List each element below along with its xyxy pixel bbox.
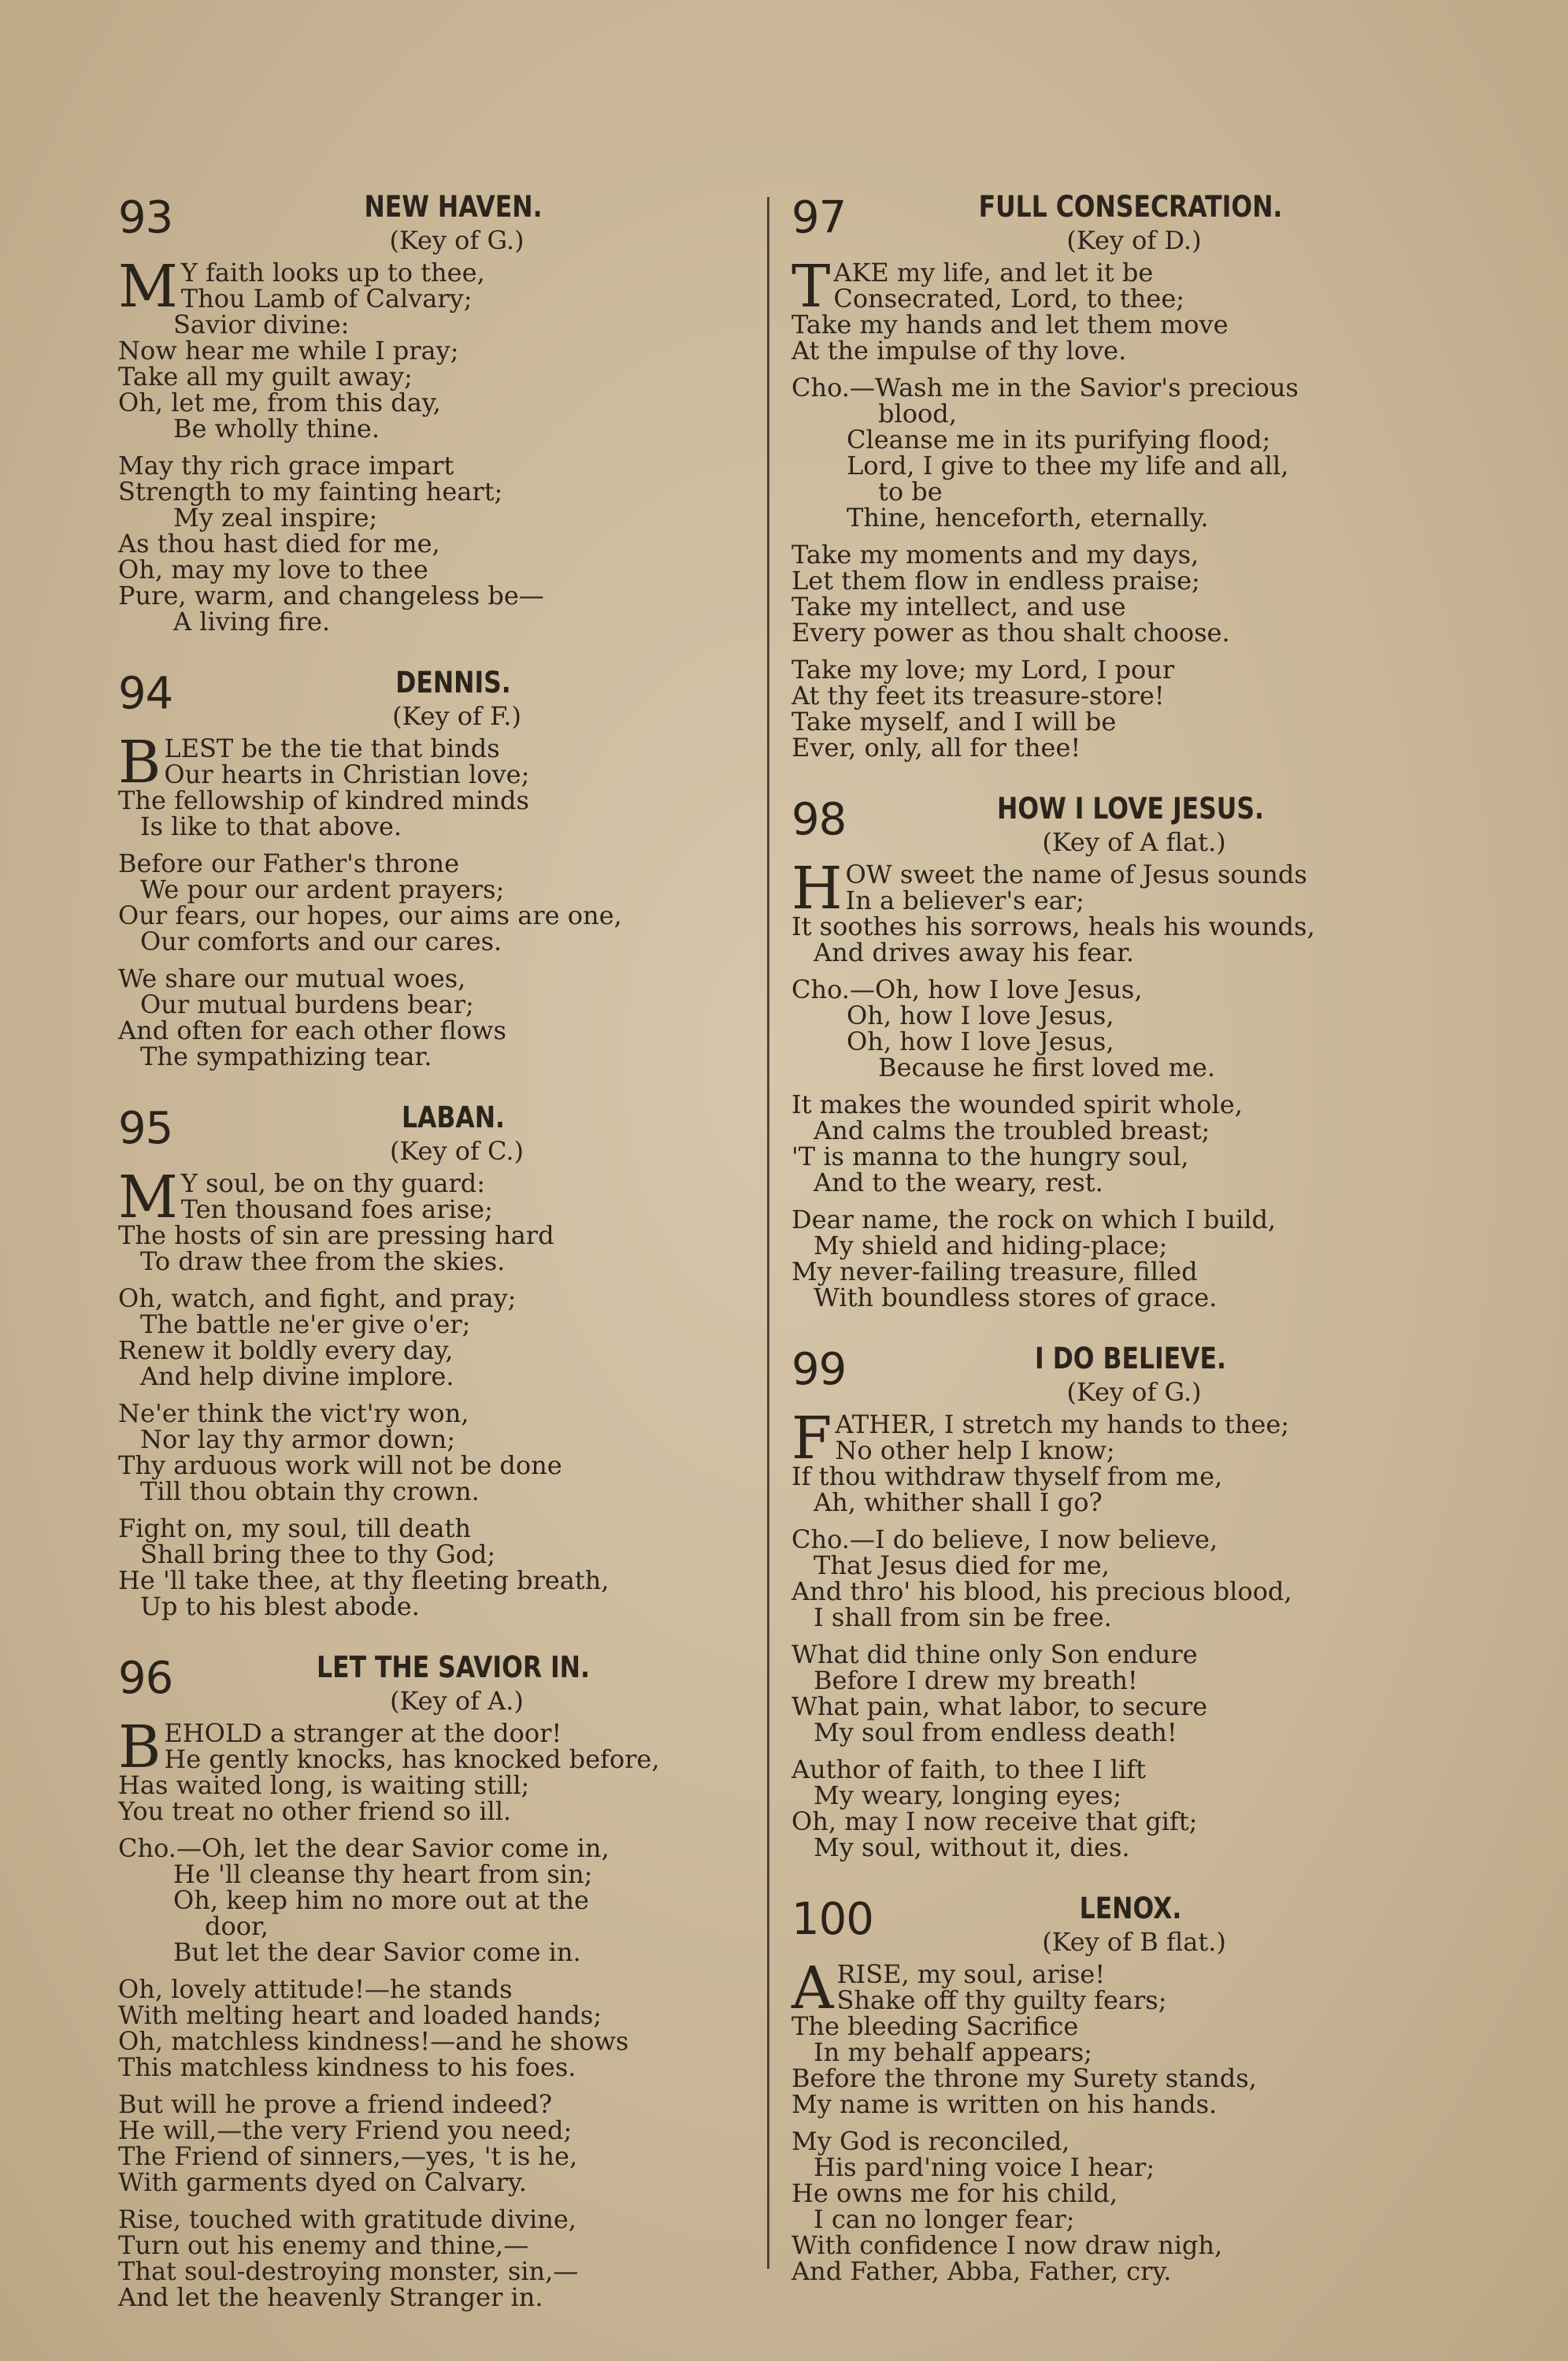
verse-line: Take my hands and let them move [791, 310, 1229, 340]
verse-line: Oh, keep him no more out at the [173, 1885, 589, 1915]
verse-line: The hosts of sin are pressing hard [118, 1220, 554, 1250]
verse-line: But let the dear Savior come in. [173, 1937, 581, 1967]
verse-line: Y soul, be on thy guard: [180, 1168, 486, 1198]
verse-line: The bleeding Sacrifice [791, 2011, 1079, 2041]
stanza [791, 974, 1429, 1082]
verse-line: In a believer's ear; [845, 885, 1084, 915]
hymn [791, 189, 1429, 761]
right-column [791, 189, 1429, 2315]
verse-line: Take myself, and I will be [791, 707, 1117, 737]
verse-line: Oh, how I love Jesus, [847, 1026, 1114, 1056]
hymn [118, 1650, 748, 2311]
verse-line: Take my intellect, and use [791, 592, 1126, 622]
verse-line: The fellowship of kindred minds [118, 785, 529, 815]
drop-cap: B [118, 729, 161, 796]
verse-line: He gently knocks, has knocked before, [164, 1744, 660, 1774]
verse-line: EHOLD a stranger at the door! [164, 1718, 562, 1748]
drop-cap: M [118, 253, 178, 321]
verse-line: My zeal inspire; [173, 503, 378, 533]
verse-line: He owns me for his child, [791, 2178, 1118, 2208]
left-column [118, 189, 748, 2341]
verse-line: And help divine implore. [140, 1361, 454, 1391]
verse-line: Lord, I give to thee my life and all, [847, 451, 1289, 481]
verse-line: May thy rich grace impart [118, 451, 454, 481]
verse-line: With melting heart and loaded hands; [118, 2000, 602, 2030]
hymn [791, 1891, 1429, 2285]
verse-line: My never-failing treasure, filled [791, 1257, 1198, 1286]
verse-line: OW sweet the name of Jesus sounds [845, 859, 1307, 889]
hymn [118, 189, 748, 635]
hymn-number: 98 [791, 794, 847, 845]
stanza [791, 1092, 1429, 1196]
verse-line: Be wholly thine. [173, 414, 380, 444]
hymn-title: HOW I LOVE JESUS. [997, 792, 1264, 826]
verse-line: Cho.—I do believe, I now believe, [791, 1524, 1218, 1554]
verse-line: I can no longer fear; [814, 2204, 1075, 2234]
verse-line: Fight on, my soul, till death [118, 1513, 471, 1543]
verse-line: Oh, may my love to thee [118, 555, 428, 585]
drop-cap: M [118, 1164, 178, 1231]
verse-line: My name is written on his hands. [791, 2089, 1218, 2119]
verse-line: It makes the wounded spirit whole, [791, 1090, 1243, 1119]
drop-cap: T [791, 253, 831, 321]
hymn-title: LABAN. [402, 1101, 505, 1134]
verse-line: LEST be the tie that binds [164, 733, 500, 763]
stanza [791, 1639, 1429, 1747]
verse-line: He 'll take thee, at thy fleeting breath, [118, 1565, 610, 1595]
stanza [791, 375, 1429, 531]
hymn-number: 97 [791, 192, 847, 243]
stanza [118, 1974, 748, 2082]
verse-line: In my behalf appears; [814, 2037, 1092, 2067]
verse-line: Cho.—Oh, how I love Jesus, [791, 974, 1143, 1004]
verse-line: Now hear me while I pray; [118, 336, 459, 366]
verse-line: Has waited long, is waiting still; [118, 1770, 530, 1800]
verse-line: Our hearts in Christian love; [164, 759, 530, 789]
verse-line: And often for each other flows [118, 1015, 506, 1045]
hymn-key: (Key of F.) [392, 701, 521, 731]
hymn-key: (Key of A flat.) [1042, 827, 1226, 857]
hymn-number: 95 [118, 1103, 173, 1154]
verse-line: And to the weary, rest. [814, 1168, 1103, 1197]
verse-line: Thou Lamb of Calvary; [180, 284, 473, 314]
stanza [118, 253, 748, 444]
verse-line: Oh, lovely attitude!—he stands [118, 1974, 513, 2004]
verse-line: Pure, warm, and changeless be— [118, 581, 544, 611]
drop-cap: F [791, 1405, 832, 1472]
verse-line: Till thou obtain thy crown. [140, 1476, 480, 1506]
hymn-key: (Key of A.) [390, 1686, 524, 1716]
verse-line: Take all my guilt away; [118, 362, 413, 392]
stanza [118, 1283, 748, 1391]
verse-line: Shake off thy guilty fears; [836, 1985, 1167, 2015]
verse-line: blood, [878, 399, 957, 429]
verse-line: If thou withdraw thyself from me, [791, 1461, 1223, 1491]
verse-line: My soul, without it, dies. [814, 1832, 1130, 1862]
verse-line: Dear name, the rock on which I build, [791, 1205, 1277, 1234]
verse-line: And let the heavenly Stranger in. [118, 2282, 543, 2312]
verse-line: door, [205, 1911, 269, 1941]
stanza [118, 2204, 748, 2312]
verse-line: Let them flow in endless praise; [791, 566, 1200, 596]
verse-line: I shall from sin be free. [814, 1602, 1112, 1632]
verse-line: With garments dyed on Calvary. [118, 2167, 527, 2197]
verse-line: My soul from endless death! [814, 1717, 1177, 1747]
verse-line: A living fire. [173, 607, 331, 637]
verse-line: Oh, let me, from this day, [118, 388, 441, 418]
verse-line: But will he prove a friend indeed? [118, 2089, 553, 2119]
stanza [791, 2126, 1429, 2286]
verse-line: That soul-destroying monster, sin,— [118, 2256, 579, 2286]
verse-line: As thou hast died for me, [118, 529, 440, 559]
verse-line: You treat no other friend so ill. [118, 1796, 512, 1826]
verse-line: This matchless kindness to his foes. [118, 2052, 576, 2082]
stanza [791, 1405, 1429, 1517]
hymn-title: FULL CONSECRATION. [978, 190, 1283, 224]
hymn-title: I DO BELIEVE. [1035, 1342, 1226, 1375]
verse-line: My shield and hiding-place; [814, 1231, 1168, 1260]
verse-line: Thine, henceforth, eternally. [847, 503, 1209, 533]
verse-line: Savior divine: [173, 310, 350, 340]
verse-line: ATHER, I stretch my hands to thee; [835, 1409, 1290, 1439]
verse-line: And drives away his fear. [814, 937, 1135, 967]
verse-line: Y faith looks up to thee, [180, 258, 485, 288]
stanza [791, 1754, 1429, 1862]
verse-line: Take my love; my Lord, I pour [791, 655, 1175, 685]
drop-cap: A [791, 1955, 834, 2022]
verse-line: With confidence I now draw nigh, [791, 2230, 1223, 2260]
verse-line: Ten thousand foes arise; [180, 1194, 493, 1224]
verse-line: The Friend of sinners,—yes, 't is he, [118, 2141, 578, 2171]
verse-line: Oh, matchless kindness!—and he shows [118, 2026, 629, 2056]
stanza [791, 855, 1429, 967]
hymn-key: (Key of C.) [390, 1136, 524, 1166]
verse-line: And calms the troubled breast; [814, 1116, 1210, 1145]
hymn-key: (Key of G.) [389, 225, 525, 255]
stanza [118, 1398, 748, 1506]
stanza [791, 542, 1429, 646]
verse-line: His pard'ning voice I hear; [814, 2152, 1155, 2182]
hymn-title: LET THE SAVIOR IN. [317, 1650, 590, 1684]
hymn-number: 99 [791, 1344, 847, 1395]
stanza [791, 1955, 1429, 2119]
verse-line: Our comforts and our cares. [140, 926, 502, 956]
stanza [118, 729, 748, 841]
verse-line: He 'll cleanse thy heart from sin; [173, 1859, 593, 1889]
stanza [118, 1164, 748, 1276]
hymn-title: NEW HAVEN. [364, 190, 543, 224]
verse-line: Strength to my fainting heart; [118, 477, 503, 507]
stanza [791, 1524, 1429, 1632]
verse-line: Cho.—Wash me in the Savior's precious [791, 373, 1299, 403]
stanza [118, 1513, 748, 1621]
verse-line: Consecrated, Lord, to thee; [833, 284, 1185, 314]
stanza [791, 657, 1429, 761]
stanza [118, 963, 748, 1071]
verse-line: We pour our ardent prayers; [140, 874, 505, 904]
verse-line: No other help I know; [835, 1435, 1115, 1465]
hymn-key: (Key of D.) [1066, 225, 1202, 255]
verse-line: Is like to that above. [140, 811, 402, 841]
stanza [118, 1833, 748, 1967]
verse-line: My God is reconciled, [791, 2126, 1070, 2156]
hymn-key: (Key of B flat.) [1042, 1927, 1226, 1957]
drop-cap: B [118, 1713, 161, 1781]
verse-line: My weary, longing eyes; [814, 1780, 1122, 1810]
hymn [118, 1100, 748, 1620]
verse-line: Before the throne my Surety stands, [791, 2063, 1257, 2093]
verse-line: Shall bring thee to thy God; [140, 1539, 496, 1569]
verse-line: Author of faith, to thee I lift [791, 1754, 1146, 1784]
hymn-number: 93 [118, 192, 173, 243]
hymn-number: 100 [791, 1894, 873, 1945]
drop-cap: H [791, 855, 843, 922]
stanza [118, 848, 748, 956]
hymn [791, 791, 1429, 1311]
verse-line: What pain, what labor, to secure [791, 1691, 1208, 1721]
verse-line: Oh, watch, and fight, and pray; [118, 1283, 517, 1313]
verse-line: Renew it boldly every day, [118, 1335, 454, 1365]
hymn [118, 665, 748, 1070]
hymn-title: DENNIS. [395, 666, 511, 700]
verse-line: Turn out his enemy and thine,— [118, 2230, 529, 2260]
verse-line: Because he first loved me. [878, 1052, 1216, 1082]
verse-line: The sympathizing tear. [140, 1041, 432, 1071]
stanza [118, 1713, 748, 1826]
verse-line: That Jesus died for me, [814, 1550, 1110, 1580]
verse-line: Our fears, our hopes, our aims are one, [118, 900, 622, 930]
verse-line: Thy arduous work will not be done [118, 1450, 562, 1480]
verse-line: RISE, my soul, arise! [836, 1959, 1106, 1989]
verse-line: Before our Father's throne [118, 848, 460, 878]
verse-line: To draw thee from the skies. [140, 1246, 506, 1276]
hymn [791, 1341, 1429, 1861]
hymn-key: (Key of G.) [1066, 1377, 1202, 1407]
verse-line: He will,—the very Friend you need; [118, 2115, 573, 2145]
verse-line: Oh, how I love Jesus, [847, 1000, 1114, 1030]
verse-line: Ne'er think the vict'ry won, [118, 1398, 469, 1428]
verse-line: With boundless stores of grace. [814, 1283, 1218, 1312]
verse-line: The battle ne'er give o'er; [140, 1309, 471, 1339]
hymn-title: LENOX. [1079, 1891, 1182, 1925]
verse-line: We share our mutual woes, [118, 963, 466, 993]
verse-line: Cho.—Oh, let the dear Savior come in, [118, 1833, 610, 1863]
verse-line: Nor lay thy armor down; [140, 1424, 455, 1454]
verse-line: Every power as thou shalt choose. [791, 618, 1230, 648]
verse-line: Cleanse me in its purifying flood; [847, 425, 1271, 455]
verse-line: to be [878, 477, 943, 507]
verse-line: Up to his blest abode. [140, 1591, 420, 1621]
verse-line: At the impulse of thy love. [791, 336, 1127, 366]
hymn-number: 94 [118, 668, 173, 719]
stanza [791, 253, 1429, 366]
stanza [118, 2089, 748, 2197]
verse-line: Oh, may I now receive that gift; [791, 1806, 1198, 1836]
verse-line: Rise, touched with gratitude divine, [118, 2204, 576, 2234]
verse-line: At thy feet its treasure-store! [791, 681, 1165, 711]
verse-line: And thro' his blood, his precious blood, [791, 1576, 1292, 1606]
verse-line: What did thine only Son endure [791, 1639, 1198, 1669]
column-divider [767, 197, 769, 2269]
stanza [118, 453, 748, 635]
verse-line: Our mutual burdens bear; [140, 989, 474, 1019]
verse-line: AKE my life, and let it be [833, 258, 1154, 288]
verse-line: Take my moments and my days, [791, 540, 1199, 570]
verse-line: It soothes his sorrows, heals his wounds, [791, 911, 1315, 941]
verse-line: Ever, only, all for thee! [791, 733, 1081, 763]
verse-line: Before I drew my breath! [814, 1665, 1138, 1695]
verse-line: And Father, Abba, Father, cry. [791, 2256, 1172, 2286]
verse-line: 'T is manna to the hungry soul, [791, 1142, 1189, 1171]
verse-line: Ah, whither shall I go? [814, 1487, 1103, 1517]
stanza [791, 1207, 1429, 1311]
hymn-number: 96 [118, 1653, 173, 1704]
